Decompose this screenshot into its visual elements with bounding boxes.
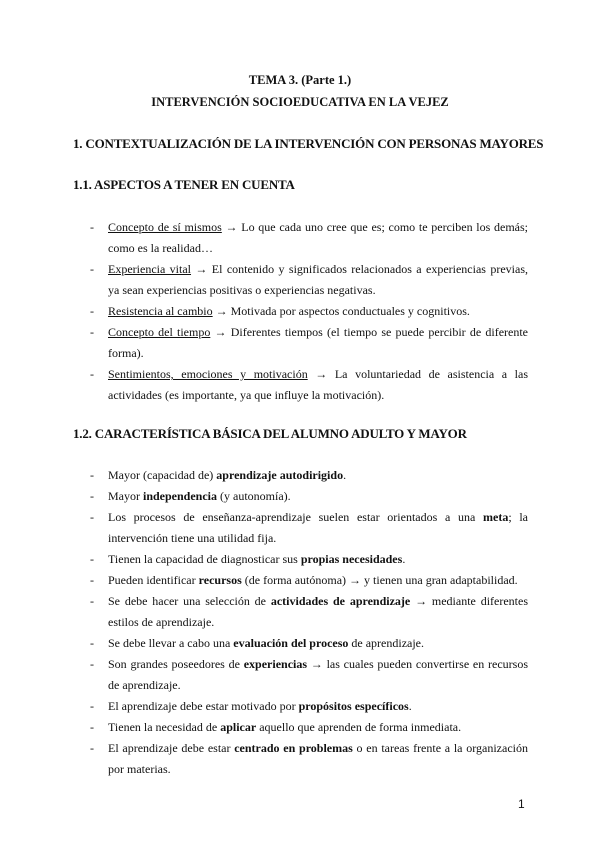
item-text: → las cuales pueden convertirse en recursos de aprendizaje. [108, 657, 528, 692]
item-text: (de forma autónoma) → y tienen una gran adaptabilidad. [241, 573, 518, 587]
item-bold: experiencias [243, 657, 308, 671]
item-text: . [343, 468, 347, 482]
item-text: → La voluntariedad de asistencia a las actividades (es importante, ya que influye la motivación). [108, 367, 528, 402]
item-text: . [408, 699, 412, 713]
item-text: aquello que aprenden de forma inmediata. [256, 720, 462, 734]
item-bold: independencia [143, 489, 218, 503]
item-term: Experiencia vital [108, 262, 192, 276]
item-text: ; la intervención tiene una utilidad fija. [108, 510, 529, 545]
list-item [90, 465, 528, 486]
item-bold: recursos [198, 573, 242, 587]
item-text: El aprendizaje debe estar [108, 741, 235, 755]
item-text: Se debe llevar a cabo una [108, 636, 234, 650]
list-item [90, 322, 528, 364]
item-bold: evaluación del proceso [233, 636, 349, 650]
item-text: Pueden identificar [108, 573, 199, 587]
list-item [90, 738, 528, 780]
list-item [90, 301, 528, 322]
item-bold: centrado en problemas [234, 741, 353, 755]
item-text: → Diferentes tiempos (el tiempo se puede percibir de diferente forma). [108, 325, 528, 360]
item-text: → Lo que cada uno cree que es; como te perciben los demás; como es la realidad… [108, 220, 528, 255]
item-text: Son grandes poseedores de [108, 657, 244, 671]
list-item [90, 696, 528, 717]
section-1-1-heading: 1.1. ASPECTOS A TENER EN CUENTA [73, 177, 295, 192]
list-item [90, 717, 528, 738]
item-text: (y autonomía). [217, 489, 291, 503]
item-bold: meta [483, 510, 509, 524]
list-item [90, 507, 528, 549]
list-item [90, 364, 528, 406]
list-item [90, 591, 528, 633]
section-1-2-heading: 1.2. CARACTERÍSTICA BÁSICA DEL ALUMNO ADULTO Y MAYOR [73, 426, 467, 441]
item-term: Sentimientos, emociones y motivación [108, 367, 308, 381]
section-1-heading: 1. CONTEXTUALIZACIÓN DE LA INTERVENCIÓN CON PERSONAS MAYORES [73, 136, 544, 151]
item-term: Concepto del tiempo [108, 325, 211, 339]
document-title: TEMA 3. (Parte 1.) [248, 73, 352, 87]
list-item [90, 570, 528, 591]
item-bold: actividades de aprendizaje [270, 594, 411, 608]
item-text: → Motivada por aspectos conductuales y cognitivos. [212, 304, 470, 318]
list-item [90, 654, 528, 696]
item-bold: aplicar [220, 720, 257, 734]
list-item [90, 549, 528, 570]
item-text: Tienen la necesidad de [108, 720, 221, 734]
item-bold: propósitos específicos [298, 699, 409, 713]
page-number: 1 [518, 797, 525, 811]
item-text: Mayor (capacidad de) [108, 468, 217, 482]
document-subtitle: INTERVENCIÓN SOCIOEDUCATIVA EN LA VEJEZ [151, 95, 449, 109]
item-bold: aprendizaje autodirigido [216, 468, 344, 482]
item-bold: propias necesidades [300, 552, 403, 566]
item-text: El aprendizaje debe estar motivado por [108, 699, 299, 713]
item-text: → El contenido y significados relacionados a experiencias previas, ya sean experiencias positivas o experiencias negativas. [108, 262, 528, 297]
characteristics-list [90, 465, 528, 780]
list-item [90, 217, 528, 259]
list-item [90, 259, 528, 301]
item-text: o en tareas frente a la organización por materias. [108, 741, 528, 776]
item-text: Mayor [108, 489, 143, 503]
item-text: . [402, 552, 406, 566]
item-text: Los procesos de enseñanza-aprendizaje suelen estar orientados a una [108, 510, 483, 524]
aspects-list [90, 217, 528, 406]
item-text: Tienen la capacidad de diagnosticar sus [108, 552, 301, 566]
item-text: de aprendizaje. [348, 636, 425, 650]
item-term: Concepto de sí mismos [108, 220, 222, 234]
list-item [90, 486, 528, 507]
item-term: Resistencia al cambio [108, 304, 213, 318]
list-item [90, 633, 528, 654]
item-text: Se debe hacer una selección de [108, 594, 271, 608]
item-text: → mediante diferentes estilos de aprendizaje. [108, 594, 529, 629]
